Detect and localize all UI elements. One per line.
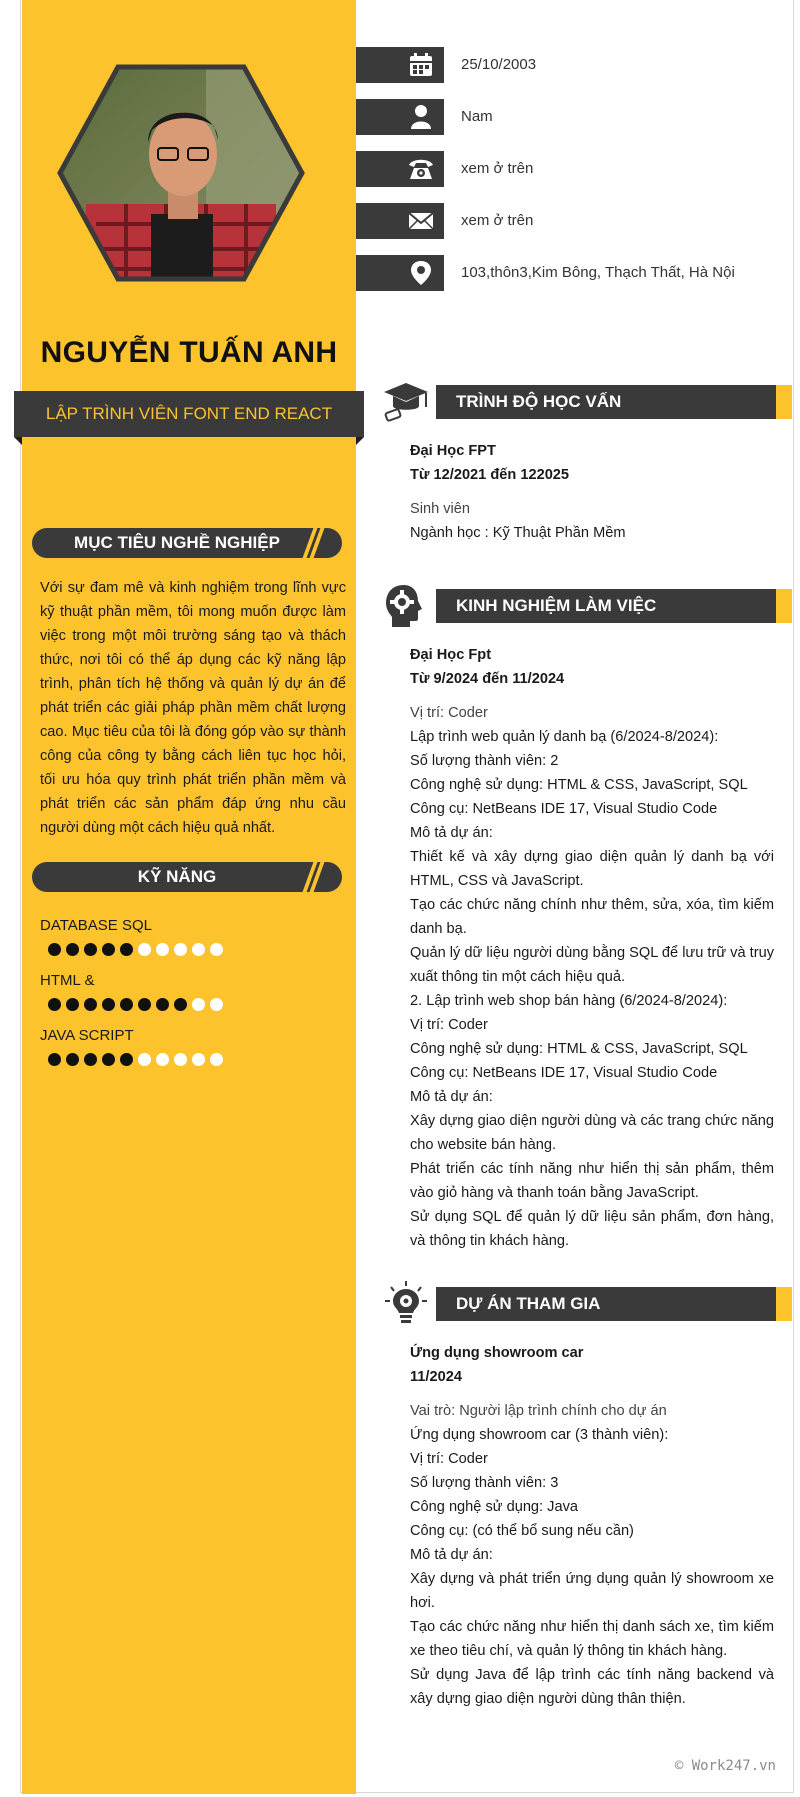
skill-dot-filled xyxy=(84,943,97,956)
description-line: Sử dụng SQL để quản lý dữ liệu sản phẩm, đơn hàng, và thông tin khách hàng. xyxy=(410,1209,774,1249)
skill-dot-filled xyxy=(120,1053,133,1066)
email-value: xem ở trên xyxy=(461,212,534,229)
gender-value: Nam xyxy=(461,108,493,125)
skill-dot-empty xyxy=(174,943,187,956)
projects-section-header xyxy=(382,1279,792,1329)
education-description xyxy=(410,521,774,545)
experience-heading: KINH NGHIỆM LÀM VIỆC xyxy=(436,589,776,623)
description-line: Công nghệ sử dụng: HTML & CSS, JavaScript, SQL xyxy=(410,777,748,793)
education-school: Đại Học FPT xyxy=(410,443,496,459)
person-icon xyxy=(408,104,434,130)
skill-dot-empty xyxy=(156,1053,169,1066)
description-line: Phát triển các tính năng như hiển thị sản phẩm, thêm vào giỏ hàng và thanh toán bằng JavaScript. xyxy=(410,1161,774,1201)
description-line: Ngành học : Kỹ Thuật Phần Mềm xyxy=(410,525,626,541)
objective-text: Với sự đam mê và kinh nghiệm trong lĩnh vực kỹ thuật phần mềm, tôi mong muốn được làm việc trong một môi trường sáng tạo và thách thức, nơi tôi có thể áp dụng các kỹ năng lập trình, phân tích hệ thống và quản lý dự án để phát triển các giải pháp phần mềm chất lượng cao. Mục tiêu của tôi là đóng góp vào sự thành công của công ty bằng cách liên tục học hỏi, tối ưu hóa quy trình phát triển phần mềm và phát triển các sản phẩm đáp ứng nhu cầu người dùng một cách hiệu quả nhất. xyxy=(40,580,346,836)
description-line: Công nghệ sử dụng: Java xyxy=(410,1499,578,1515)
skill-dot-filled xyxy=(66,943,79,956)
experience-block xyxy=(410,643,774,1253)
description-line: Tạo các chức năng chính như thêm, sửa, xóa, tìm kiếm danh bạ. xyxy=(410,897,774,937)
description-line: Tạo các chức năng như hiển thị danh sách xe, tìm kiếm xe theo tiêu chí, và quản lý thông tin khách hàng. xyxy=(410,1619,774,1659)
description-line: Công nghệ sử dụng: HTML & CSS, JavaScript, SQL xyxy=(410,1041,748,1057)
skill-dot-empty xyxy=(210,1053,223,1066)
skill-name: DATABASE SQL xyxy=(40,917,152,934)
skill-dot-filled xyxy=(48,1053,61,1066)
candidate-name: NGUYỄN TUẤN ANH xyxy=(40,336,338,369)
description-line: Xây dựng và phát triển ứng dụng quản lý showroom xe hơi. xyxy=(410,1571,774,1611)
project-period: 11/2024 xyxy=(410,1369,462,1385)
skill-rating xyxy=(48,1053,223,1066)
skill-dot-empty xyxy=(192,998,205,1011)
skill-dot-filled xyxy=(102,998,115,1011)
lightbulb-gear-icon xyxy=(382,1279,430,1327)
description-line: Mô tả dự án: xyxy=(410,1547,493,1563)
description-line: Thiết kế và xây dựng giao diện quản lý danh bạ với HTML, CSS và JavaScript. xyxy=(410,849,774,889)
contact-gender xyxy=(356,99,776,135)
calendar-icon xyxy=(408,52,434,78)
skill-dot-filled xyxy=(120,998,133,1011)
skills-heading: KỸ NĂNG xyxy=(32,862,342,892)
skill-name: JAVA SCRIPT xyxy=(40,1027,134,1044)
description-line: Công cụ: NetBeans IDE 17, Visual Studio Code xyxy=(410,801,718,817)
skill-dot-filled xyxy=(48,943,61,956)
skill-dot-empty xyxy=(138,1053,151,1066)
education-heading: TRÌNH ĐỘ HỌC VẤN xyxy=(436,385,776,419)
education-role: Sinh viên xyxy=(410,501,471,517)
description-line: Mô tả dự án: xyxy=(410,1089,493,1105)
skill-rating xyxy=(48,998,223,1011)
experience-org: Đại Học Fpt xyxy=(410,647,492,663)
skill-dot-filled xyxy=(156,998,169,1011)
job-title-ribbon: LẬP TRÌNH VIÊN FONT END REACT NATIVE xyxy=(14,391,364,437)
projects-heading: DỰ ÁN THAM GIA xyxy=(436,1287,776,1321)
skill-dot-empty xyxy=(156,943,169,956)
description-line: Lập trình web quản lý danh bạ (6/2024-8/2024): xyxy=(410,729,719,745)
birthday-value: 25/10/2003 xyxy=(461,56,537,73)
skill-dot-filled xyxy=(138,998,151,1011)
description-line: 2. Lập trình web shop bán hàng (6/2024-8/2024): xyxy=(410,993,728,1009)
project-role: Vai trò: Người lập trình chính cho dự án xyxy=(410,1403,667,1419)
graduation-cap-icon xyxy=(382,377,430,425)
skill-dot-filled xyxy=(84,998,97,1011)
education-period: Từ 12/2021 đến 122025 xyxy=(410,467,570,483)
description-line: Số lượng thành viên: 2 xyxy=(410,753,559,769)
avatar xyxy=(56,64,306,282)
skill-dot-empty xyxy=(174,1053,187,1066)
phone-value: xem ở trên xyxy=(461,160,534,177)
skill-name: HTML & xyxy=(40,972,95,989)
description-line: Công cụ: (có thể bổ sung nếu cần) xyxy=(410,1523,634,1539)
skill-dot-filled xyxy=(48,998,61,1011)
description-line: Vị trí: Coder xyxy=(410,1451,488,1467)
description-line: Xây dựng giao diện người dùng và các trang chức năng cho website bán hàng. xyxy=(410,1113,774,1153)
skill-dot-empty xyxy=(192,943,205,956)
skill-rating xyxy=(48,943,223,956)
skill-dot-empty xyxy=(192,1053,205,1066)
description-line: Số lượng thành viên: 3 xyxy=(410,1475,559,1491)
skill-dot-filled xyxy=(84,1053,97,1066)
description-line: Vị trí: Coder xyxy=(410,1017,488,1033)
skill-dot-filled xyxy=(102,1053,115,1066)
skill-dot-filled xyxy=(66,998,79,1011)
contact-email xyxy=(356,203,776,239)
skill-dot-filled xyxy=(120,943,133,956)
description-line: Ứng dụng showroom car (3 thành viên): xyxy=(410,1427,669,1443)
contact-birthday xyxy=(356,47,776,83)
experience-role: Vị trí: Coder xyxy=(410,705,488,721)
skill-dot-empty xyxy=(210,943,223,956)
project-description xyxy=(410,1423,774,1711)
description-line: Sử dụng Java để lập trình các tính năng backend và xây dựng giao diện người dùng thân thiện. xyxy=(410,1667,774,1707)
education-section-header xyxy=(382,377,792,427)
skill-dot-filled xyxy=(174,998,187,1011)
project-name: Ứng dụng showroom car xyxy=(410,1345,584,1361)
objective-heading: MỤC TIÊU NGHỀ NGHIỆP xyxy=(32,528,342,558)
description-line: Mô tả dự án: xyxy=(410,825,493,841)
skill-dot-filled xyxy=(66,1053,79,1066)
skill-dot-filled xyxy=(102,943,115,956)
description-line: Công cụ: NetBeans IDE 17, Visual Studio Code xyxy=(410,1065,718,1081)
skill-dot-empty xyxy=(138,943,151,956)
head-gear-icon xyxy=(382,581,430,629)
contact-phone xyxy=(356,151,776,187)
location-pin-icon xyxy=(408,260,434,286)
phone-icon xyxy=(408,156,434,182)
experience-section-header xyxy=(382,581,792,631)
education-block xyxy=(410,439,774,545)
experience-description xyxy=(410,725,774,1253)
watermark: © Work247.vn xyxy=(674,1758,776,1774)
contact-address xyxy=(356,255,776,291)
address-value: 103,thôn3,Kim Bông, Thạch Thất, Hà Nội xyxy=(461,264,735,281)
description-line: Quản lý dữ liệu người dùng bằng SQL để lưu trữ và truy xuất thông tin một cách hiệu quả. xyxy=(410,945,774,985)
skill-dot-empty xyxy=(210,998,223,1011)
envelope-icon xyxy=(408,208,434,234)
experience-period: Từ 9/2024 đến 11/2024 xyxy=(410,671,565,687)
projects-block xyxy=(410,1341,774,1711)
